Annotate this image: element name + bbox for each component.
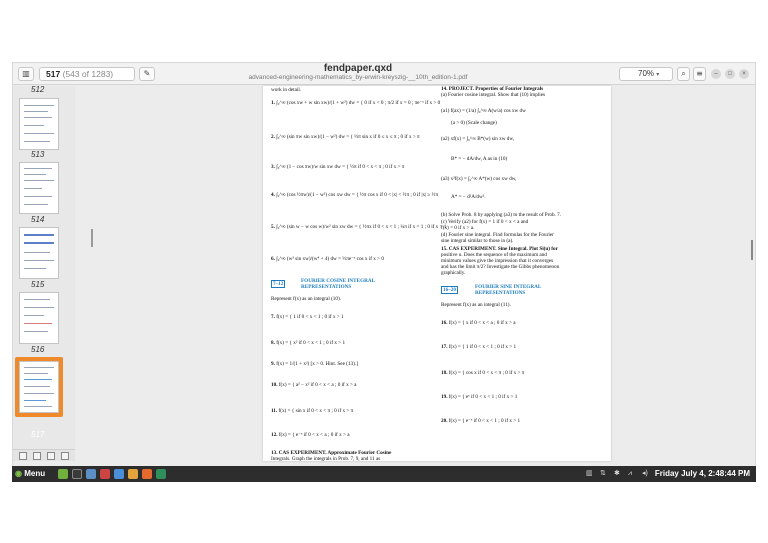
problem-15-line5: graphically. bbox=[441, 270, 466, 276]
maximize-button[interactable] bbox=[725, 69, 735, 79]
problem-11: 11. f(x) = { sin x if 0 < x < π ; 0 if x > π bbox=[271, 408, 354, 414]
page-text: Represent f(x) as an integral (11). bbox=[441, 302, 511, 308]
pencil-icon: ✎ bbox=[143, 69, 151, 78]
thumbnail-page-514[interactable] bbox=[19, 162, 59, 214]
taskbar bbox=[12, 466, 756, 482]
pdf-page bbox=[263, 86, 611, 461]
problem-3: 3. ∫₀^∞ (1 − cos πw)/w sin xw dw = { ½π if 0 < x < π ; 0 if x > π bbox=[271, 164, 405, 170]
problem-2: 2. ∫₀^∞ (sin πw sin xw)/(1 − w²) dw = { ½π sin x if 0 ≤ x ≤ π ; 0 if x > π bbox=[271, 134, 420, 140]
files-app-icon[interactable] bbox=[58, 469, 68, 479]
problem-18: 18. f(x) = { cos x if 0 < x < π ; 0 if x > π bbox=[441, 370, 525, 376]
document-filename: advanced-engineering-mathematics_by-erwin-kreyszig-__10th_edition-1.pdf bbox=[248, 74, 468, 81]
section-heading-line2: REPRESENTATIONS bbox=[301, 284, 352, 290]
close-button[interactable] bbox=[739, 69, 749, 79]
pdf-viewer-task-icon[interactable] bbox=[156, 469, 166, 479]
thumbnail-label: 515 bbox=[31, 280, 45, 289]
page-text: Represent f(x) as an integral (10). bbox=[271, 296, 342, 302]
sidebar-resize-handle[interactable] bbox=[91, 229, 93, 247]
problem-16: 16. f(x) = { x if 0 < x < a ; 0 if x > a bbox=[441, 320, 516, 326]
network-icon[interactable]: ⇅ bbox=[600, 470, 606, 477]
menu-icon: ≡ bbox=[696, 69, 703, 78]
terminal-app-icon[interactable] bbox=[72, 469, 82, 479]
problem-15-line4: and has the limit π/2? Investigate the Gibbs phenomenon bbox=[441, 264, 560, 270]
minimize-button[interactable] bbox=[711, 69, 721, 79]
search-button[interactable] bbox=[677, 67, 690, 81]
section-range-badge: 16–20 bbox=[443, 287, 456, 293]
problem-6: 6. ∫₀^∞ (w³ sin xw)/(w⁴ + 4) dw = ½πe⁻ˣ cos x if x > 0 bbox=[271, 256, 384, 262]
formula-a1: (a1) f(ax) = (1/a) ∫₀^∞ A(w/a) cos xw dw bbox=[441, 108, 526, 114]
formula-a2: (a2) xf(x) = ∫₀^∞ B*(w) sin xw dw, bbox=[441, 136, 515, 142]
section-heading-line2: REPRESENTATIONS bbox=[475, 290, 526, 296]
problem-15-line3: minimum values give the impression that it converges bbox=[441, 258, 554, 264]
vertical-scrollbar[interactable] bbox=[751, 240, 753, 260]
problem-20: 20. f(x) = { e⁻ˣ if 0 < x < 1 ; 0 if x > 1 bbox=[441, 418, 521, 424]
thumbnail-label: 513 bbox=[31, 150, 45, 159]
problem-4: 4. ∫₀^∞ (cos ½πw)/(1 − w²) cos xw dw = { ½π cos x if 0 < |x| < ½π ; 0 if |x| ≥ ½π bbox=[271, 192, 439, 198]
thumbnail-page-513[interactable] bbox=[19, 98, 59, 150]
section-range-badge: 7–12 bbox=[273, 281, 284, 287]
current-page: 517 bbox=[46, 69, 61, 79]
firefox-icon[interactable] bbox=[142, 469, 152, 479]
chrome-icon[interactable] bbox=[128, 469, 138, 479]
thumbnails-view-button[interactable] bbox=[19, 452, 27, 460]
close-icon: × bbox=[742, 71, 746, 77]
problem-14: 14. PROJECT. Properties of Fourier Integrals bbox=[441, 86, 544, 92]
problem-5: 5. ∫₀^∞ (sin w − w cos w)/w² sin xw dw = { ½πx if 0 < x < 1 ; ¼π if x = 1 ; 0 if x > 1 bbox=[271, 224, 447, 230]
problem-7: 7. f(x) = { 1 if 0 < x < 1 ; 0 if x > 1 bbox=[271, 314, 344, 320]
thumbnail-page-516[interactable] bbox=[19, 292, 59, 344]
problem-14c-cont: f(x) = 0 if x > a. bbox=[441, 225, 475, 231]
file-manager-icon[interactable] bbox=[86, 469, 96, 479]
menu-label: Menu bbox=[24, 469, 46, 478]
pdf-viewer-window bbox=[12, 62, 756, 482]
problem-9: 9. f(x) = 1/(1 + x²) [x > 0. Hint. See (13).] bbox=[271, 361, 358, 367]
problem-14d: (d) Fourier sine integral. Find formulas for the Fourier bbox=[441, 232, 554, 238]
toolbar bbox=[13, 63, 756, 85]
document-title: fendpaper.qxd bbox=[323, 63, 393, 74]
bookmarks-view-button[interactable] bbox=[47, 452, 55, 460]
problem-15-line2: positive u. Does the sequence of the maximum and bbox=[441, 252, 547, 258]
thumbnail-label: 512 bbox=[31, 86, 45, 94]
problem-19: 19. f(x) = { eˣ if 0 < x < 1 ; 0 if x > 1 bbox=[441, 394, 518, 400]
section-heading: FOURIER SINE INTEGRAL bbox=[475, 284, 542, 290]
outline-view-button[interactable] bbox=[33, 452, 41, 460]
thumbnail-label: 516 bbox=[31, 345, 45, 354]
problem-15: 15. CAS EXPERIMENT. Sine Integral. Plot Si(u) for bbox=[441, 246, 558, 252]
browser-icon[interactable] bbox=[114, 469, 124, 479]
sidebar-icon: ▥ bbox=[22, 69, 30, 78]
thumbnail-page-515[interactable] bbox=[19, 227, 59, 279]
minimize-icon: – bbox=[714, 71, 718, 77]
wifi-icon[interactable]: ⩘ bbox=[628, 470, 632, 477]
search-icon: ⌕ bbox=[681, 69, 686, 78]
hamburger-menu-button[interactable] bbox=[693, 67, 706, 81]
app-launcher-icon[interactable] bbox=[100, 469, 110, 479]
page-number-field[interactable] bbox=[39, 67, 135, 81]
zoom-value: 70% bbox=[638, 69, 655, 78]
problem-17: 17. f(x) = { 1 if 0 < x < 1 ; 0 if x > 1 bbox=[441, 344, 517, 350]
problem-8: 8. f(x) = { x² if 0 < x < 1 ; 0 if x > 1 bbox=[271, 340, 346, 346]
page-text: work in detail. bbox=[271, 87, 302, 93]
formula-a3: (a3) x²f(x) = ∫₀^∞ A*(w) cos xw dw, bbox=[441, 176, 517, 182]
maximize-icon: □ bbox=[728, 71, 732, 77]
thumbnail-page-517[interactable] bbox=[19, 361, 59, 413]
sidebar-toggle-button[interactable] bbox=[18, 67, 34, 81]
problem-1: 1. ∫₀^∞ (cos xw + w sin xw)/(1 + w²) dw = { 0 if x < 0 ; π/2 if x = 0 ; πe⁻ˣ if x > 0 bbox=[271, 100, 441, 106]
problem-14c: (c) Verify (a2) for f(x) = 1 if 0 < x < a and bbox=[441, 219, 529, 225]
page-of-total: (543 of 1283) bbox=[62, 69, 114, 79]
annotations-view-button[interactable] bbox=[61, 452, 69, 460]
formula-astar: A* = − d²A/dw². bbox=[451, 194, 486, 200]
annotate-button[interactable] bbox=[139, 67, 155, 81]
thumbnail-label: 514 bbox=[31, 215, 45, 224]
formula-bstar: B* = − dA/dw, A as in (10) bbox=[451, 156, 508, 162]
section-heading: FOURIER COSINE INTEGRAL bbox=[301, 278, 376, 284]
problem-13: 13. CAS EXPERIMENT. Approximate Fourier Cosine bbox=[271, 450, 392, 456]
formula-a1-note: (a > 0) (Scale change) bbox=[451, 120, 497, 126]
chevron-down-icon: ▾ bbox=[656, 72, 660, 78]
sidebar-view-controls bbox=[13, 449, 75, 461]
problem-14a: (a) Fourier cosine integral. Show that (10) implies bbox=[441, 92, 546, 98]
bluetooth-icon[interactable]: ✱ bbox=[614, 470, 620, 477]
volume-icon[interactable]: ◂) bbox=[642, 470, 648, 477]
workspace-icon[interactable]: ▥ bbox=[586, 470, 593, 477]
mint-logo-icon: ◉ bbox=[15, 469, 22, 478]
problem-14b: (b) Solve Prob. 8 by applying (a3) to the result of Prob. 7. bbox=[441, 212, 562, 218]
problem-14d-cont: sine integral similar to those in (a). bbox=[441, 238, 514, 244]
problem-13-cont: Integrals. Graph the integrals in Prob. 7, 9, and 11 as bbox=[271, 456, 381, 461]
thumbnail-sidebar bbox=[13, 86, 75, 460]
problem-12: 12. f(x) = { e⁻ˣ if 0 < x < a ; 0 if x > a bbox=[271, 432, 350, 438]
start-menu-button[interactable] bbox=[15, 468, 45, 480]
zoom-select[interactable] bbox=[619, 67, 673, 81]
clock[interactable]: Friday July 4, 2:48:44 PM bbox=[654, 469, 750, 478]
problem-10: 10. f(x) = { a² − x² if 0 < x < a ; 0 if x > a bbox=[271, 382, 357, 388]
thumbnail-label: 517 bbox=[31, 430, 45, 439]
